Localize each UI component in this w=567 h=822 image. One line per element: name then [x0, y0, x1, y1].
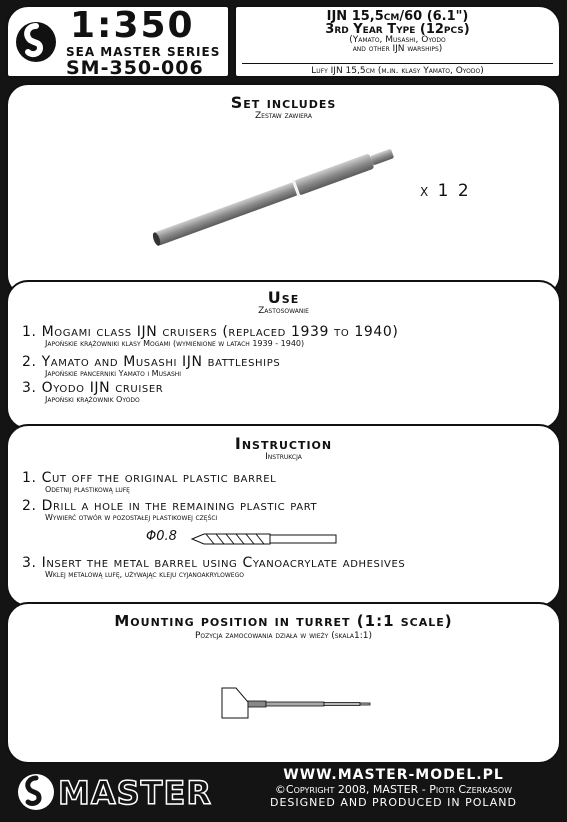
instruction-item-1-num: 1.	[22, 470, 37, 486]
instruction-item-2-text: Drill a hole in the remaining plastic part	[41, 498, 318, 514]
title-line-3: (Yamato, Musashi, Oyodo	[349, 35, 446, 45]
instruction-item-2-polish: Wywierć otwór w pozostałej plastikowej części	[45, 513, 218, 522]
title-line-2: 3rd Year Type (12pcs)	[325, 22, 470, 37]
website-url[interactable]: WWW.MASTER-MODEL.PL	[283, 767, 504, 783]
brand-name: MASTER	[58, 774, 212, 812]
instruction-item-1	[22, 470, 549, 494]
instruction-panel	[6, 424, 561, 607]
use-heading: Use	[267, 288, 300, 307]
use-item-3-text: Oyodo IJN cruiser	[41, 380, 164, 396]
instruction-item-2	[22, 498, 549, 522]
title-line-4: and other IJN warships)	[352, 44, 443, 54]
header-right-panel	[234, 5, 561, 78]
use-item-2	[22, 354, 549, 378]
use-item-2-text: Yamato and Musashi IJN battleships	[41, 354, 281, 370]
master-logo-small-icon	[16, 768, 56, 816]
instruction-item-3-text: Insert the metal barrel using Cyanoacrylate adhesives	[41, 555, 406, 571]
designed-text: DESIGNED AND PRODUCED IN POLAND	[270, 796, 517, 809]
drill-bit-icon	[190, 532, 340, 546]
instruction-heading-polish: Instrukcja	[265, 452, 302, 462]
use-item-2-polish: Japońskie pancerniki Yamato i Musashi	[45, 369, 182, 378]
mounting-panel	[6, 602, 561, 764]
copyright-text: ©Copyright 2008, MASTER - Piotr Czerkasow	[274, 783, 513, 796]
header-left-panel	[6, 5, 230, 78]
master-logo-icon	[14, 12, 58, 72]
drill-diameter-label: Φ0.8	[146, 529, 177, 544]
title-polish: Lufy IJN 15,5cm (m.in. klasy Yamato, Oyodo)	[311, 66, 484, 76]
title-line-1: IJN 15,5cm/60 (6.1")	[326, 9, 469, 24]
product-code: SM-350-006	[66, 57, 204, 79]
scale-label: 1:350	[70, 5, 195, 46]
series-label: SEA MASTER SERIES	[66, 45, 221, 59]
instruction-item-2-num: 2.	[22, 498, 37, 514]
use-panel	[6, 280, 561, 430]
mounting-heading-polish: Pozycja zamocowania działa w wieży (skala1:1)	[194, 631, 373, 641]
mounting-heading: Mounting position in turret (1:1 scale)	[114, 612, 453, 630]
use-item-3-num: 3.	[22, 380, 37, 396]
use-item-2-num: 2.	[22, 354, 37, 370]
instruction-item-1-polish: Odetnij plastikową lufę	[45, 485, 130, 494]
use-item-3-polish: Japoński krążownik Oyodo	[45, 395, 140, 404]
use-heading-polish: Zastosowanie	[258, 306, 309, 316]
use-item-1-text: Mogami class IJN cruisers (replaced 1939 to 1940)	[41, 324, 399, 340]
instruction-item-3	[22, 555, 549, 579]
instruction-heading: Instruction	[234, 434, 333, 453]
barrel-image	[140, 141, 410, 251]
instruction-item-3-polish: Wklej metalową lufę, używając kleju cyjanoakrylowego	[45, 570, 244, 579]
set-heading-polish: Zestaw zawiera	[255, 111, 312, 121]
use-item-1-polish: Japońskie krążowniki klasy Mogami (wymienione w latach 1939 - 1940)	[45, 339, 305, 348]
set-includes-panel	[6, 83, 561, 297]
drill-diagram	[146, 529, 346, 549]
footer	[0, 764, 567, 822]
instruction-item-1-text: Cut off the original plastic barrel	[41, 470, 277, 486]
instruction-item-3-num: 3.	[22, 555, 37, 571]
use-item-1-num: 1.	[22, 324, 37, 340]
set-heading: Set includes	[230, 93, 337, 112]
turret-diagram	[218, 684, 378, 724]
use-item-3	[22, 380, 549, 404]
quantity-label: x 1 2	[420, 181, 471, 201]
use-item-1	[22, 324, 549, 348]
